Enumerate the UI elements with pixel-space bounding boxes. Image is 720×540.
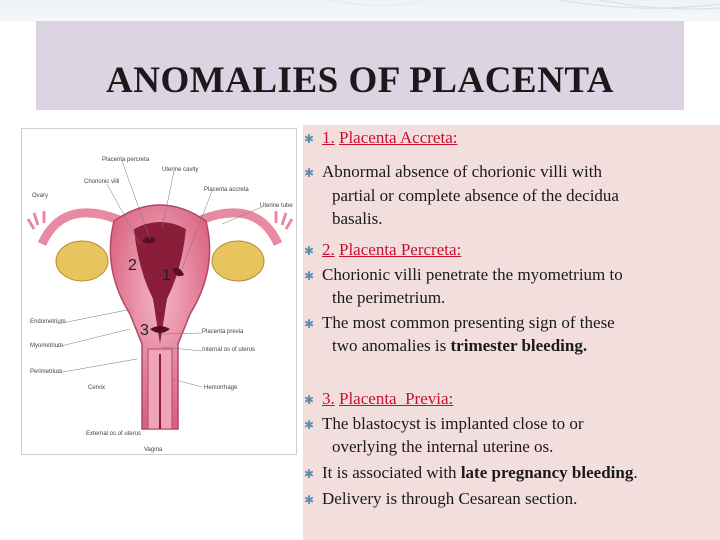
- text-fragment: two anomalies is: [332, 336, 451, 355]
- bullet-icon: ✱: [304, 269, 315, 283]
- label-vagina: Vagina: [144, 447, 163, 453]
- bullet-icon: ✱: [304, 393, 315, 407]
- label-endometrium: Endometrium: [30, 319, 66, 325]
- bullet-icon: ✱: [304, 467, 315, 481]
- bullet-icon: ✱: [304, 166, 315, 180]
- label-external-os: External os of uterus: [86, 431, 142, 437]
- bullet-percreta-description: [304, 265, 623, 285]
- text-line: The most common presenting sign of these: [322, 313, 615, 332]
- heading-placenta-accreta: Placenta Accreta:: [339, 128, 458, 147]
- marker-1: 1: [162, 267, 171, 284]
- label-hemorrhage: Hemorrhage: [204, 385, 238, 391]
- bullet-icon: ✱: [304, 493, 315, 507]
- bold-text: trimester bleeding.: [450, 336, 588, 355]
- label-uterine-tube: Uterine tube: [260, 203, 293, 209]
- heading-number: 2.: [322, 240, 335, 259]
- bullet-icon: ✱: [304, 244, 315, 258]
- bullet-placenta-previa: [304, 389, 454, 409]
- heading-placenta-previa: Placenta Previa:: [339, 389, 454, 408]
- uterus-illustration: [22, 129, 298, 456]
- label-ovary: Ovary: [32, 193, 49, 199]
- bullet-previa-description: [304, 414, 584, 434]
- page-title: ANOMALIES OF PLACENTA: [106, 60, 614, 101]
- bullet-icon: ✱: [304, 418, 315, 432]
- text-line: overlying the internal uterine os.: [332, 437, 554, 456]
- text-fragment: .: [633, 463, 638, 482]
- bullet-presenting-sign: [304, 313, 615, 333]
- text-line: partial or complete absence of the decidua: [332, 186, 619, 205]
- marker-3: 3: [140, 322, 149, 339]
- label-internal-os: Internal os of uterus: [202, 347, 256, 353]
- text-line: Chorionic villi penetrate the myometrium to: [322, 265, 623, 284]
- text-line: Delivery is through Cesarean section.: [322, 489, 578, 508]
- heading-placenta-percreta: Placenta Percreta:: [339, 240, 462, 259]
- text-fragment: It is associated with: [322, 463, 461, 482]
- bullet-icon: ✱: [304, 317, 315, 331]
- heading-number: 3.: [322, 389, 335, 408]
- text-line: The blastocyst is implanted close to or: [322, 414, 584, 433]
- bullet-accreta-description: [304, 162, 602, 182]
- label-placenta-accreta: Placenta accreta: [204, 187, 249, 193]
- label-uterine-cavity: Uterine cavity: [162, 167, 199, 173]
- label-myometrium: Myometrium: [30, 343, 64, 349]
- label-placenta-percreta: Placenta percreta: [102, 157, 150, 163]
- bullet-placenta-accreta: [304, 128, 458, 148]
- label-chorionic-villi: Chorionic villi: [84, 179, 120, 185]
- text-line: Abnormal absence of chorionic villi with: [322, 162, 602, 181]
- text-line: [332, 336, 587, 356]
- marker-2: 2: [128, 257, 137, 274]
- bullet-late-bleeding: [304, 463, 638, 483]
- bold-text: late pregnancy bleeding: [460, 463, 634, 482]
- label-placenta-previa: Placenta previa: [202, 329, 244, 335]
- bullet-icon: ✱: [304, 132, 315, 146]
- uterus-diagram: [21, 128, 297, 455]
- label-cervix: Cervix: [88, 385, 106, 391]
- bullet-cesarean: [304, 489, 578, 509]
- heading-number: 1.: [322, 128, 335, 147]
- bullet-placenta-percreta: [304, 240, 462, 260]
- text-line: basalis.: [332, 209, 383, 228]
- text-line: the perimetrium.: [332, 288, 446, 307]
- label-perimetrium: Perimetrium: [30, 369, 63, 375]
